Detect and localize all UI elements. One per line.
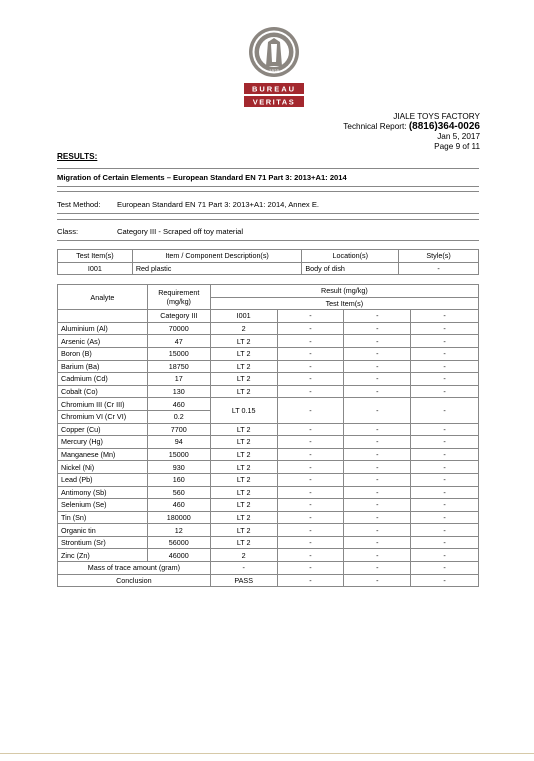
- table-row: Nickel (Ni) 930 LT 2 - - -: [58, 461, 479, 474]
- divider: [57, 213, 479, 214]
- table-row: Aluminium (Al) 70000 2 - - -: [58, 322, 479, 335]
- table-header-row: Test Item(s) Item / Component Description(s) Location(s) Style(s): [58, 250, 479, 263]
- class-line: Class: Category III - Scraped off toy material: [57, 227, 244, 236]
- mass-row: Mass of trace amount (gram) - - - -: [58, 562, 479, 575]
- results-table: [57, 284, 479, 587]
- table-row: Cobalt (Co) 130 LT 2 - - -: [58, 385, 479, 398]
- table-header-row: Category III I001 - - -: [58, 310, 479, 323]
- table-row: Organic tin 12 LT 2 - - -: [58, 524, 479, 537]
- divider: [57, 240, 479, 241]
- table-row: Barium (Ba) 18750 LT 2 - - -: [58, 360, 479, 373]
- report-number: (8816)364-0026: [408, 121, 480, 132]
- page-number: Page 9 of 11: [434, 142, 480, 151]
- report-number-line: Technical Report: (8816)364-0026: [343, 121, 480, 132]
- divider: [57, 186, 479, 187]
- table-row: Tin (Sn) 180000 LT 2 - - -: [58, 511, 479, 524]
- test-items-table: [57, 249, 479, 275]
- table-header-row: Analyte Requirement (mg/kg) Result (mg/kg): [58, 285, 479, 298]
- svg-text:BUREAU: BUREAU: [251, 84, 297, 94]
- divider: [57, 168, 479, 169]
- table-row: Antimony (Sb) 560 LT 2 - - -: [58, 486, 479, 499]
- company-name: JIALE TOYS FACTORY: [393, 112, 480, 121]
- divider: [57, 191, 479, 192]
- table-row: Chromium III (Cr III) 460 LT 0.15 - - -: [58, 398, 479, 411]
- table-row: Arsenic (As) 47 LT 2 - - -: [58, 335, 479, 348]
- conclusion-row: Conclusion PASS - - -: [58, 574, 479, 587]
- table-row: Selenium (Se) 460 LT 2 - - -: [58, 499, 479, 512]
- table-row: I001 Red plastic Body of dish -: [58, 262, 479, 275]
- page-footer-rule: [0, 753, 534, 754]
- table-row: Lead (Pb) 160 LT 2 - - -: [58, 473, 479, 486]
- test-method: Test Method: European Standard EN 71 Part 3: 2013+A1: 2014, Annex E.: [57, 200, 320, 209]
- table-row: Strontium (Sr) 56000 LT 2 - - -: [58, 536, 479, 549]
- svg-text:1828: 1828: [268, 68, 280, 74]
- table-row: Chromium VI (Cr VI) 0.2: [58, 410, 479, 423]
- report-header: [343, 112, 480, 152]
- table-header-row: Test Item(s): [58, 297, 479, 310]
- table-row: Boron (B) 15000 LT 2 - - -: [58, 347, 479, 360]
- table-row: Copper (Cu) 7700 LT 2 - - -: [58, 423, 479, 436]
- divider: [57, 219, 479, 220]
- report-date: Jan 5, 2017: [437, 132, 480, 141]
- section-title: Migration of Certain Elements – European Standard EN 71 Part 3: 2013+A1: 2014: [57, 173, 347, 182]
- table-row: Zinc (Zn) 46000 2 - - -: [58, 549, 479, 562]
- table-row: Mercury (Hg) 94 LT 2 - - -: [58, 436, 479, 449]
- table-row: Manganese (Mn) 15000 LT 2 - - -: [58, 448, 479, 461]
- svg-text:VERITAS: VERITAS: [252, 97, 296, 107]
- results-heading: RESULTS:: [57, 152, 98, 161]
- table-row: Cadmium (Cd) 17 LT 2 - - -: [58, 373, 479, 386]
- bureau-veritas-logo: [244, 26, 304, 110]
